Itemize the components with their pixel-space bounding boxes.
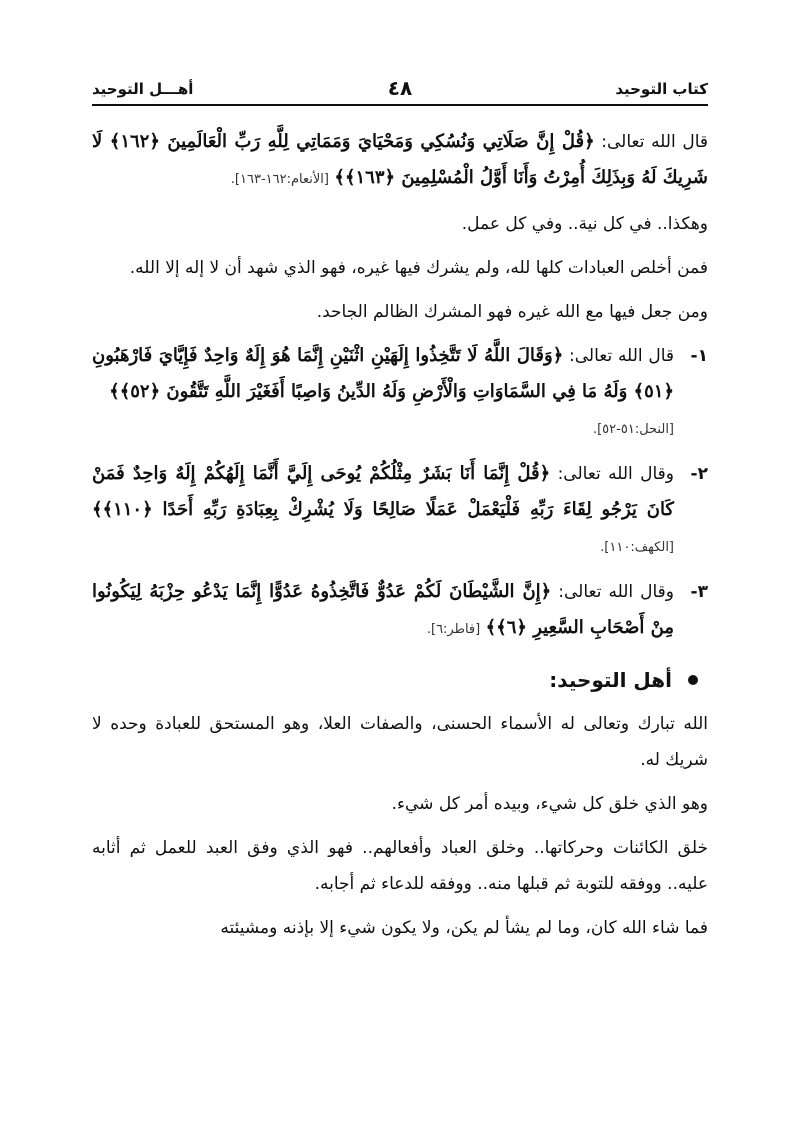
page-body	[92, 124, 708, 954]
chapter-title: أهـــل التوحيد	[92, 80, 194, 98]
section-title: أهل التوحيد:	[549, 668, 672, 692]
verse-reference: [النحل:٥١-٥٢].	[592, 422, 674, 437]
list-item	[92, 574, 708, 648]
paragraph: وهكذا.. في كل نية.. وفي كل عمل.	[461, 214, 708, 234]
list-item	[92, 338, 708, 448]
paragraph: فمن أخلص العبادات كلها لله، ولم يشرك فيها غيره، فهو الذي شهد أن لا إله إلا الله.	[129, 258, 708, 278]
intro-lead: قال الله تعالى:	[594, 132, 708, 152]
paragraph: الله تبارك وتعالى له الأسماء الحسنى، والصفات العلا، وهو المستحق للعبادة وحده لا شريك له.	[92, 714, 708, 770]
running-header	[92, 78, 708, 104]
paragraph: ومن جعل فيها مع الله غيره فهو المشرك الظالم الجاحد.	[316, 302, 708, 322]
paragraph: فما شاء الله كان، وما لم يشأ لم يكن، ولا يكون شيء إلا بإذنه ومشيئته	[220, 918, 708, 938]
page-number: ٤٨	[387, 76, 413, 100]
header-divider	[92, 104, 708, 106]
quran-verse: ﴿وَقَالَ اللَّهُ لَا تَتَّخِذُوا إِلَهَيْنِ اثْنَيْنِ إِنَّمَا هُوَ إِلَهٌ وَاحِدٌ فَإِيَّايَ فَارْهَبُونِ ﴿٥١﴾ وَلَهُ مَا فِي السَّمَاوَاتِ وَالْأَرْضِ وَلَهُ الدِّينُ وَاصِبًا أَفَغَيْرَ اللَّهِ تَتَّقُونَ ﴿٥٢﴾﴾	[92, 345, 674, 402]
quran-verse: ﴿إِنَّ الشَّيْطَانَ لَكُمْ عَدُوٌّ فَاتَّخِذُوهُ عَدُوًّا إِنَّمَا يَدْعُو حِزْبَهُ لِيَكُونُوا مِنْ أَصْحَابِ السَّعِيرِ ﴿٦﴾﴾	[92, 581, 674, 638]
list-number: ٣-	[690, 582, 708, 602]
verse-reference: [الكهف:١١٠].	[600, 540, 674, 555]
paragraph: وهو الذي خلق كل شيء، وبيده أمر كل شيء.	[391, 794, 708, 814]
list-number: ٢-	[690, 464, 708, 484]
verse-reference: [فاطر:٦].	[426, 622, 481, 637]
book-title: كتاب التوحيد	[615, 80, 708, 98]
section-heading	[92, 662, 708, 698]
verse-reference: [الأنعام:١٦٢-١٦٣].	[230, 172, 329, 187]
list-item	[92, 456, 708, 566]
intro-verse-paragraph	[92, 124, 708, 198]
list-number: ١-	[690, 346, 708, 366]
list-lead: قال الله تعالى:	[563, 346, 675, 366]
list-lead: وقال الله تعالى:	[551, 582, 674, 602]
list-lead: وقال الله تعالى:	[550, 464, 674, 484]
paragraph: خلق الكائنات وحركاتها.. وخلق العباد وأفعالهم.. فهو الذي وفق العبد للعمل ثم أثابه عليه.. ووفقه للتوبة ثم قبلها منه.. ووفقه للدعاء ثم أجابه.	[92, 838, 708, 894]
quran-verse: ﴿قُلْ إِنَّ صَلَاتِي وَنُسُكِي وَمَحْيَايَ وَمَمَاتِي لِلَّهِ رَبِّ الْعَالَمِينَ ﴿١٦٢﴾ لَا شَرِيكَ لَهُ وَبِذَلِكَ أُمِرْتُ وَأَنَا أَوَّلُ الْمُسْلِمِينَ ﴿١٦٣﴾﴾	[92, 131, 708, 188]
quran-verse: ﴿قُلْ إِنَّمَا أَنَا بَشَرٌ مِثْلُكُمْ يُوحَى إِلَيَّ أَنَّمَا إِلَهُكُمْ إِلَهٌ وَاحِدٌ فَمَنْ كَانَ يَرْجُو لِقَاءَ رَبِّهِ فَلْيَعْمَلْ عَمَلًا صَالِحًا وَلَا يُشْرِكْ بِعِبَادَةِ رَبِّهِ أَحَدًا ﴿١١٠﴾﴾	[92, 463, 674, 520]
bullet-icon	[688, 675, 698, 685]
